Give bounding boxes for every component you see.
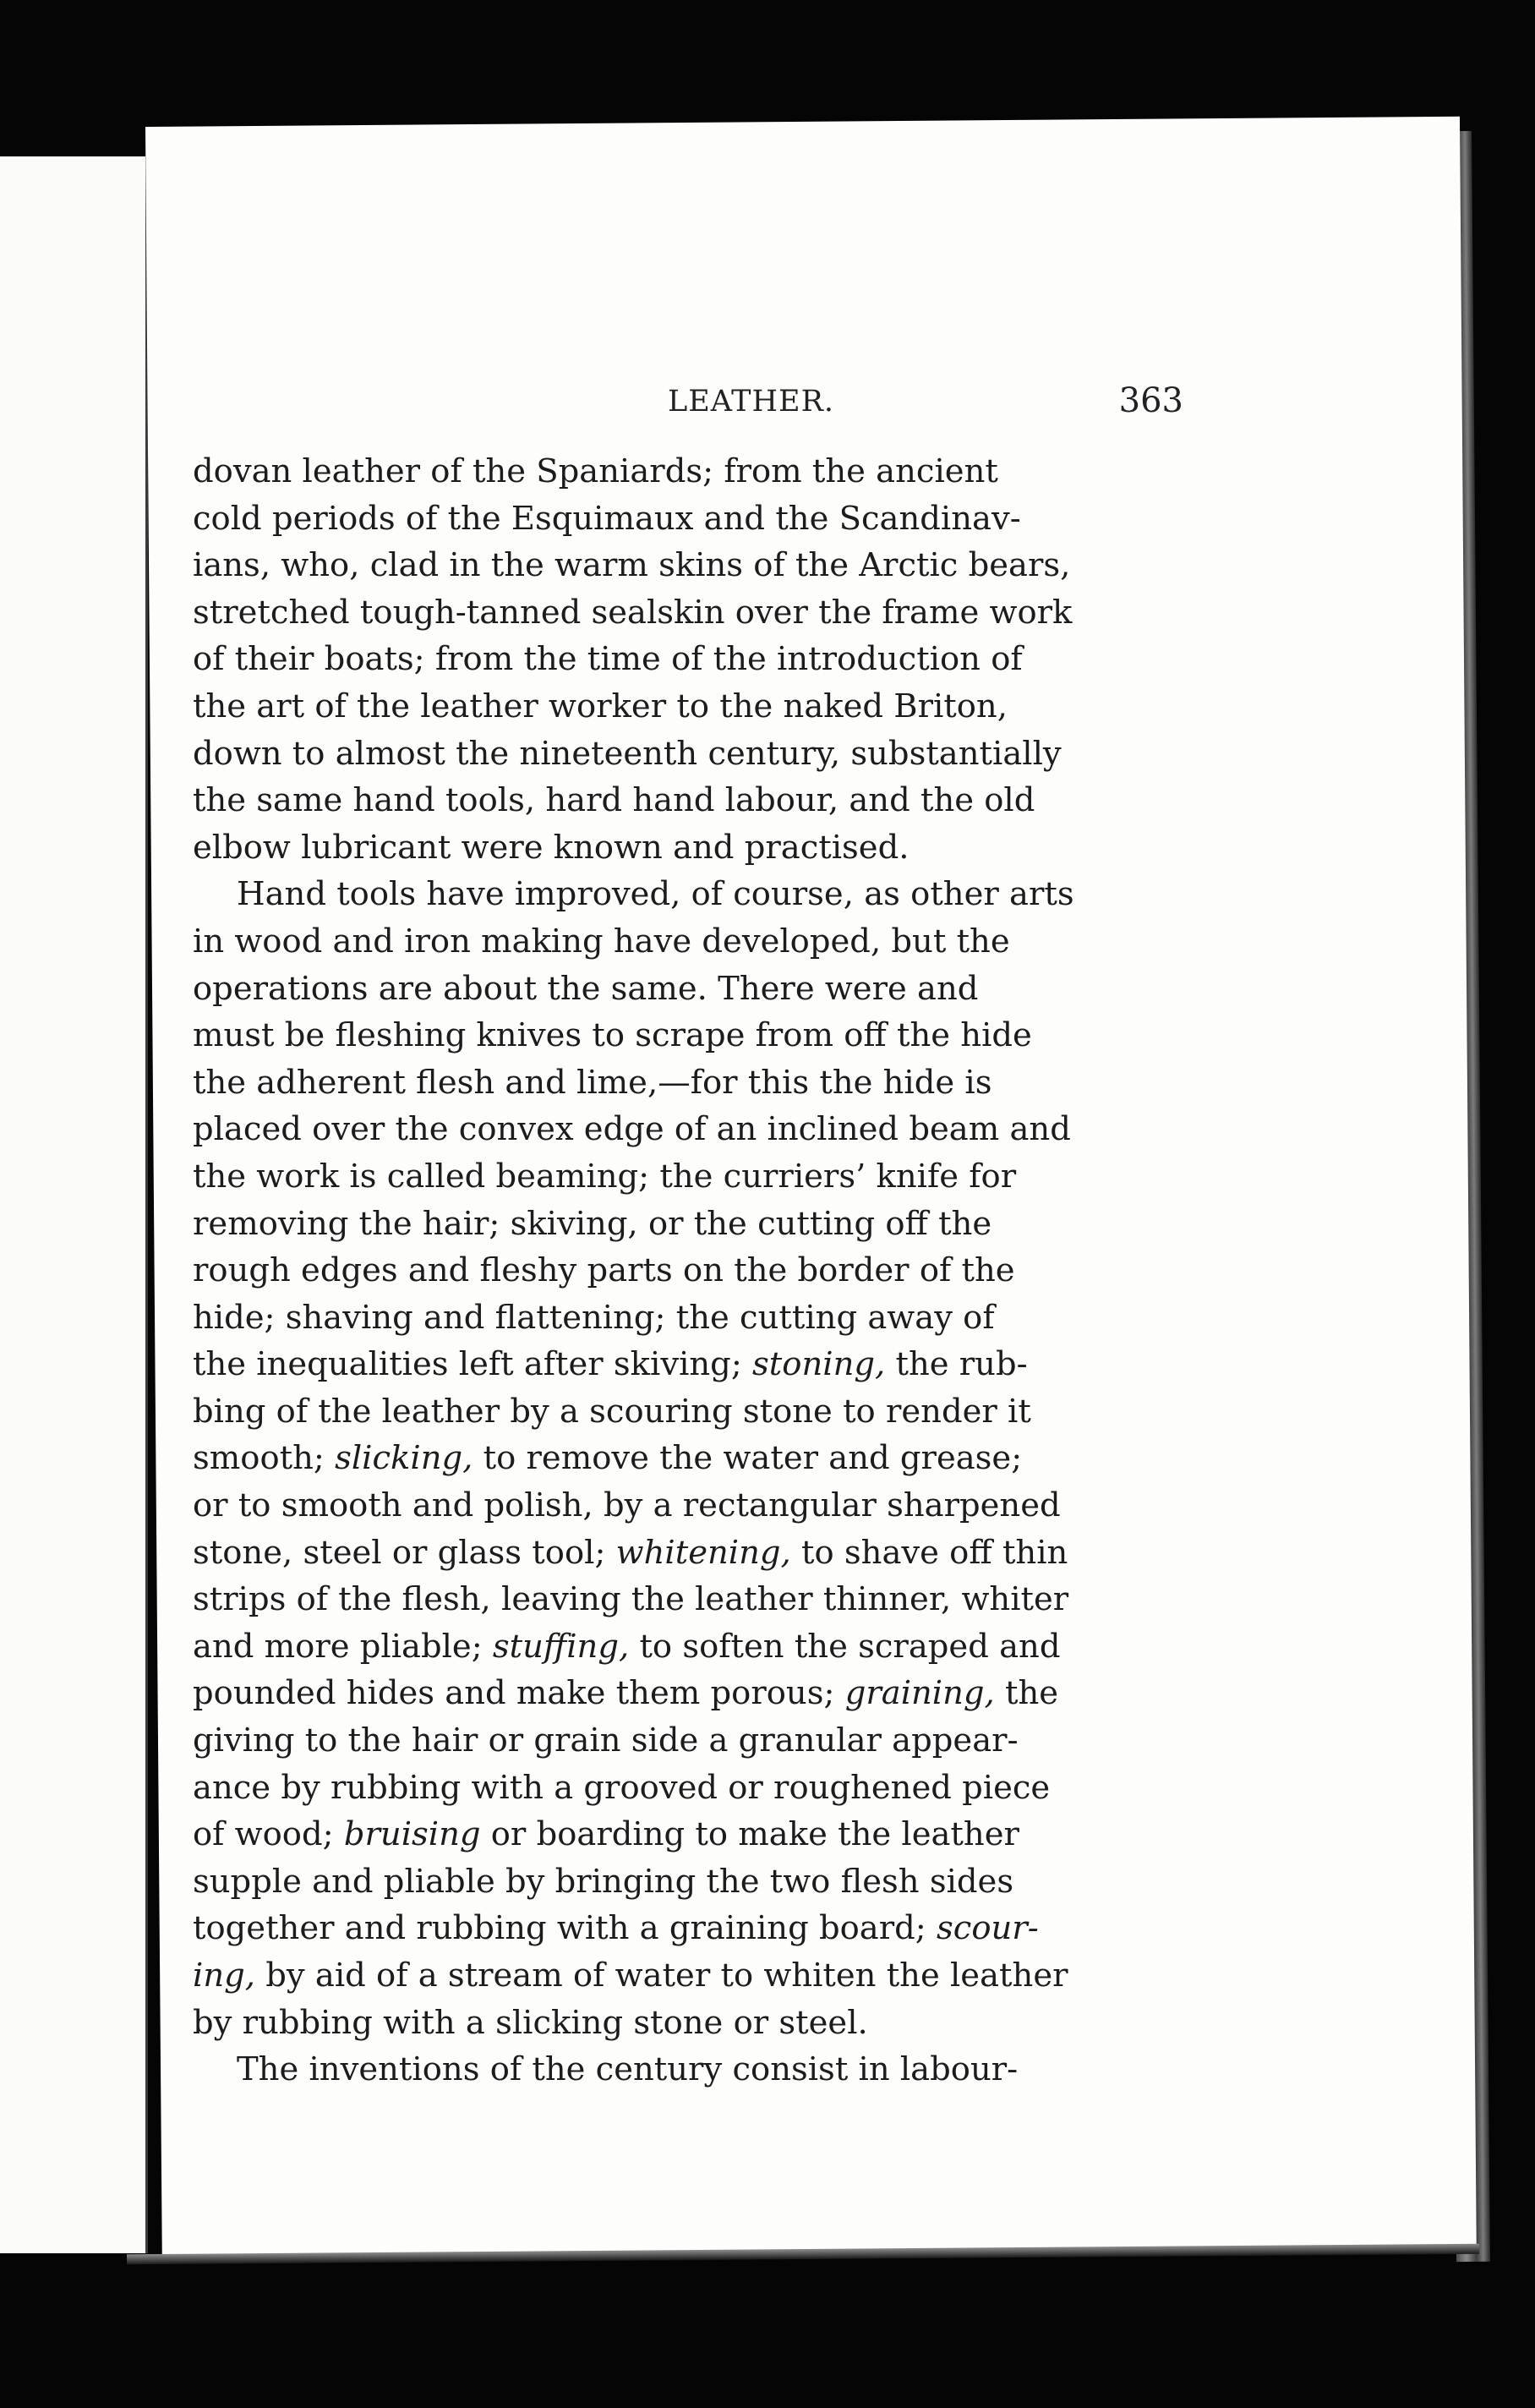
- text-segment: smooth;: [193, 1439, 336, 1478]
- text-segment: placed over the convex edge of an inclined beam and: [193, 1110, 1071, 1149]
- text-segment: pounded hides and make them porous;: [193, 1674, 845, 1713]
- text-line: [193, 1952, 1224, 2000]
- italic-term: whitening,: [615, 1533, 791, 1572]
- text-segment: stretched tough-tanned sealskin over the frame work: [193, 593, 1073, 632]
- italic-term: stuffing,: [492, 1627, 630, 1666]
- text-segment: ance by rubbing with a grooved or roughened piece: [193, 1768, 1051, 1807]
- text-segment: stone, steel or glass tool;: [193, 1533, 616, 1572]
- body-text: [193, 448, 1224, 2093]
- text-segment: the art of the leather worker to the naked Briton,: [193, 687, 1008, 725]
- text-segment: must be fleshing knives to scrape from off the hide: [193, 1016, 1032, 1055]
- text-line: [193, 1858, 1224, 1906]
- text-segment: dovan leather of the Spaniards; from the ancient: [193, 452, 998, 490]
- italic-term: slicking,: [335, 1439, 473, 1478]
- text-segment: elbow lubricant were known and practised.: [193, 828, 910, 867]
- text-line: [193, 1717, 1224, 1765]
- text-segment: Hand tools have improved, of course, as other arts: [237, 875, 1074, 914]
- text-line: [193, 1059, 1224, 1107]
- text-segment: supple and pliable by bringing the two flesh sides: [193, 1862, 1014, 1901]
- text-segment: the adherent flesh and lime,—for this the hide is: [193, 1063, 992, 1102]
- text-line: [193, 1765, 1224, 1812]
- text-segment: the: [994, 1674, 1059, 1713]
- text-segment: down to almost the nineteenth century, substantially: [193, 734, 1062, 773]
- text-line: [193, 1905, 1224, 1952]
- italic-term: scour-: [937, 1909, 1039, 1948]
- text-segment: together and rubbing with a graining board;: [193, 1909, 937, 1948]
- text-segment: by rubbing with a slicking stone or steel.: [193, 2003, 868, 2042]
- text-line: [193, 448, 1224, 495]
- text-segment: the work is called beaming; the curriers’ knife for: [193, 1157, 1017, 1196]
- text-segment: rough edges and fleshy parts on the border of the: [193, 1251, 1015, 1290]
- text-line: [193, 1435, 1224, 1482]
- text-segment: to remove the water and grease;: [473, 1439, 1023, 1478]
- text-segment: the inequalities left after skiving;: [193, 1345, 753, 1384]
- text-line: [193, 1294, 1224, 1342]
- text-line: [193, 871, 1224, 918]
- text-segment: ians, who, clad in the warm skins of the Arctic bears,: [193, 546, 1071, 585]
- text-line: [193, 1106, 1224, 1153]
- text-line: [193, 2046, 1224, 2093]
- italic-term: stoning,: [752, 1345, 886, 1384]
- text-line: [193, 1811, 1224, 1858]
- text-segment: of their boats; from the time of the introduction of: [193, 640, 1023, 679]
- text-segment: The inventions of the century consist in labour-: [237, 2050, 1019, 2089]
- text-segment: removing the hair; skiving, or the cutting off the: [193, 1204, 992, 1243]
- text-segment: or boarding to make the leather: [480, 1815, 1019, 1854]
- text-line: [193, 542, 1224, 589]
- text-line: [193, 777, 1224, 824]
- page-number: 363: [1118, 381, 1183, 420]
- text-line: [193, 966, 1224, 1013]
- italic-term: ing,: [193, 1956, 255, 1995]
- text-line: [193, 1670, 1224, 1717]
- text-segment: by aid of a stream of water to whiten the leather: [255, 1956, 1068, 1995]
- text-line: [193, 1623, 1224, 1671]
- text-segment: the same hand tools, hard hand labour, and the old: [193, 781, 1035, 820]
- text-line: [193, 1153, 1224, 1201]
- text-line: [193, 589, 1224, 637]
- italic-term: graining,: [844, 1674, 995, 1713]
- text-segment: in wood and iron making have developed, but the: [193, 922, 1010, 960]
- text-line: [193, 2000, 1224, 2047]
- text-line: [193, 918, 1224, 966]
- text-line: [193, 1201, 1224, 1248]
- running-head: [194, 381, 1183, 435]
- left-page-margin: [0, 156, 148, 2253]
- text-segment: of wood;: [193, 1815, 344, 1854]
- text-segment: the rub-: [885, 1345, 1028, 1384]
- text-segment: strips of the flesh, leaving the leather thinner, whiter: [193, 1580, 1069, 1619]
- text-segment: cold periods of the Esquimaux and the Scandinav-: [193, 499, 1021, 538]
- text-segment: giving to the hair or grain side a granular appear-: [193, 1721, 1019, 1760]
- text-line: [193, 1576, 1224, 1623]
- text-segment: hide; shaving and flattening; the cutting away of: [193, 1298, 995, 1337]
- text-segment: and more pliable;: [193, 1627, 493, 1666]
- text-line: [193, 731, 1224, 778]
- text-segment: to shave off thin: [790, 1533, 1068, 1572]
- text-line: [193, 1388, 1224, 1436]
- text-line: [193, 636, 1224, 683]
- text-segment: or to smooth and polish, by a rectangular sharpened: [193, 1486, 1061, 1525]
- italic-term: bruising: [343, 1815, 481, 1854]
- text-line: [193, 1247, 1224, 1294]
- running-title: LEATHER.: [668, 385, 835, 419]
- text-line: [193, 1341, 1224, 1388]
- text-line: [193, 1530, 1224, 1577]
- text-line: [193, 1012, 1224, 1059]
- text-line: [193, 683, 1224, 731]
- text-line: [193, 1482, 1224, 1530]
- text-segment: operations are about the same. There were and: [193, 969, 979, 1008]
- text-line: [193, 495, 1224, 543]
- text-line: [193, 824, 1224, 872]
- text-segment: to soften the scraped and: [629, 1627, 1061, 1666]
- text-segment: bing of the leather by a scouring stone to render it: [193, 1392, 1031, 1431]
